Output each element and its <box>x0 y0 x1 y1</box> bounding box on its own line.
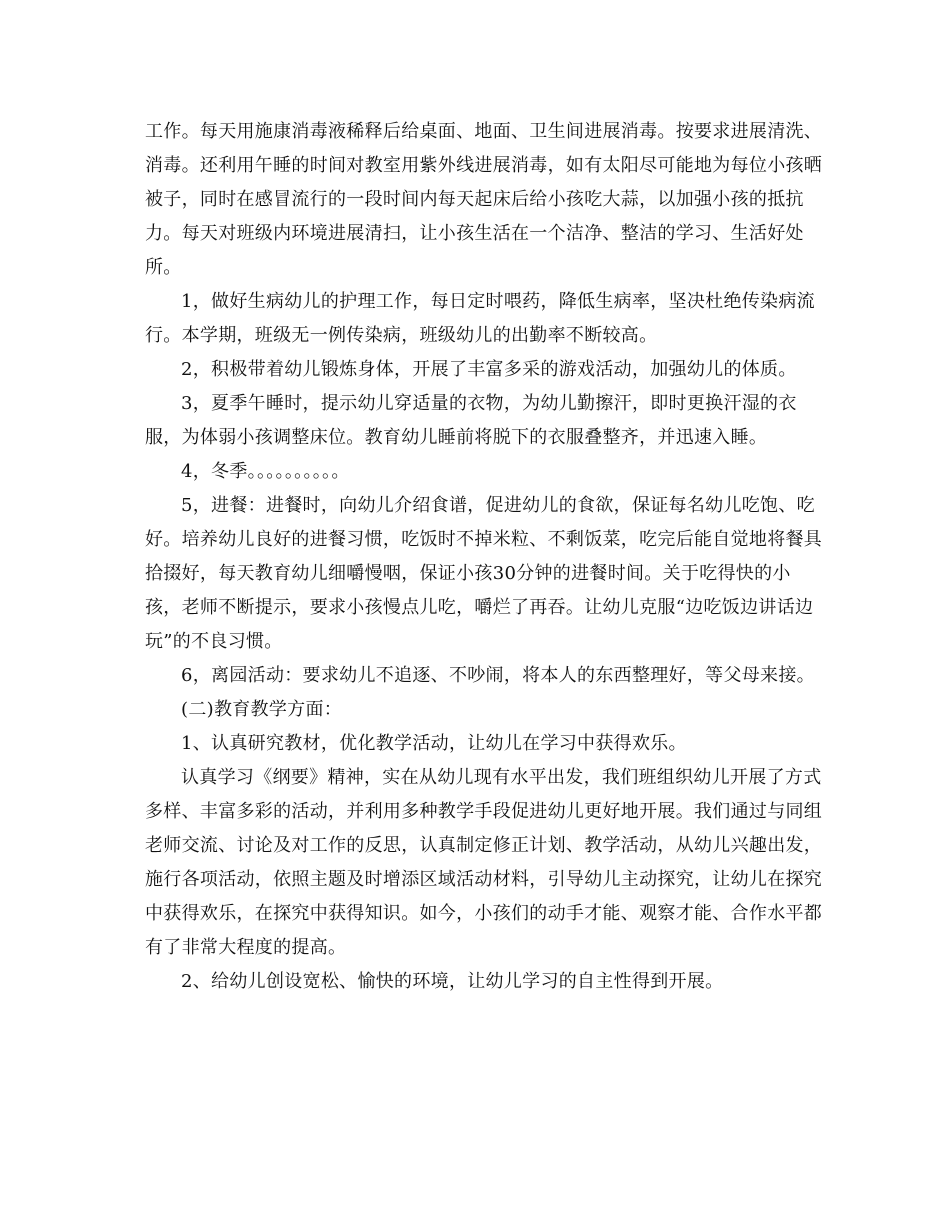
paragraph-education-1: 1、认真研究教材，优化教学活动，让幼儿在学习中获得欢乐。 <box>181 733 687 754</box>
paragraph-education-2: 2、给幼儿创设宽松、愉快的环境，让幼儿学习的自主性得到开展。 <box>181 971 724 992</box>
paragraph-item-6: 6，离园活动：要求幼儿不追逐、不吵闹，将本人的东西整理好，等父母来接。 <box>181 665 815 686</box>
paragraph-item-3: 3，夏季午睡时，提示幼儿穿适量的衣物，为幼儿勤擦汗，即时更换汗湿的衣服，为体弱小孩调整床位。教育幼儿睡前将脱下的衣服叠整齐，并迅速入睡。 <box>145 393 797 448</box>
paragraph-hygiene-continued: 工作。每天用施康消毒液稀释后给桌面、地面、卫生间进展消毒。按要求进展清洗、消毒。还利用午睡的时间对教室用紫外线进展消毒，如有太阳尽可能地为每位小孩晒被子，同时在感冒流行的一段时间内每天起床后给小孩吃大蒜，以加强小孩的抵抗力。每天对班级内环境进展清扫，让小孩生活在一个洁净、整洁的学习、生活好处所。 <box>145 121 823 278</box>
paragraph-education-detail: 认真学习《纲要》精神，实在从幼儿现有水平出发，我们班组织幼儿开展了方式多样、丰富多彩的活动，并利用多种教学手段促进幼儿更好地开展。我们通过与同组老师交流、讨论及对工作的反思，认真制定修正计划、教学活动，从幼儿兴趣出发，施行各项活动，依照主题及时增添区域活动材料，引导幼儿主动探究，让幼儿在探究中获得欢乐，在探究中获得知识。如今，小孩们的动手才能、观察才能、合作水平都有了非常大程度的提高。 <box>145 767 823 958</box>
paragraph-item-1: 1，做好生病幼儿的护理工作，每日定时喂药，降低生病率，坚决杜绝传染病流行。本学期，班级无一例传染病，班级幼儿的出勤率不断较高。 <box>145 291 815 346</box>
paragraph-item-5: 5，进餐：进餐时，向幼儿介绍食谱，促进幼儿的食欲，保证每名幼儿吃饱、吃好。培养幼儿良好的进餐习惯，吃饭时不掉米粒、不剩饭菜，吃完后能自觉地将餐具拾掇好，每天教育幼儿细嚼慢咽，保证小孩30分钟的进餐时间。关于吃得快的小孩，老师不断提示，要求小孩慢点儿吃，嚼烂了再吞。让幼儿克服“边吃饭边讲话边玩”的不良习惯。 <box>145 495 823 652</box>
paragraph-item-4: 4，冬季。。。。。。。。。。 <box>181 461 350 482</box>
document-body <box>145 115 825 999</box>
section-heading-education: (二)教育教学方面： <box>181 699 343 720</box>
paragraph-item-2: 2，积极带着幼儿锻炼身体，开展了丰富多采的游戏活动，加强幼儿的体质。 <box>181 359 797 380</box>
